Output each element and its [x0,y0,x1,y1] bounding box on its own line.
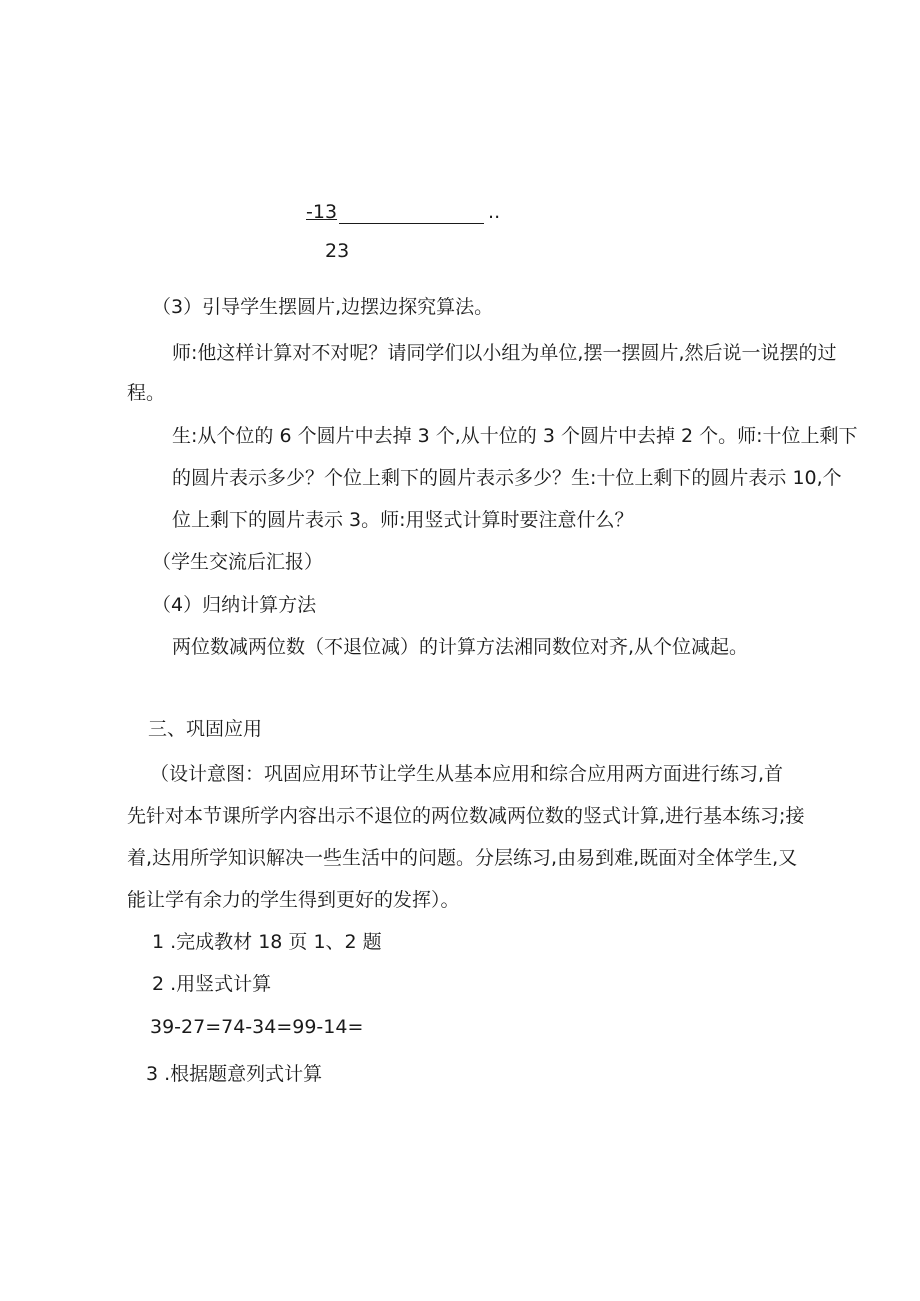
teacher-question-line1: 师:他这样计算对不对呢？请同学们以小组为单位,摆一摆圆片,然后说一说摆的过 [172,342,837,364]
design-intent-line4: 能让学有余力的学生得到更好的发挥）。 [127,889,460,911]
design-intent-line1: （设计意图：巩固应用环节让学生从基本应用和综合应用两方面进行练习,首 [150,763,784,785]
vertical-calc-subtrahend: -13 [306,201,338,223]
vertical-calc-subtrahend-row [306,200,500,224]
vertical-calc-rule [339,205,484,224]
exercise-item-2: 2 .用竖式计算 [152,973,272,995]
student-answer-line2: 的圆片表示多少？个位上剩下的圆片表示多少？生:十位上剩下的圆片表示 10,个 [172,467,842,489]
student-answer-line1: 生:从个位的 6 个圆片中去掉 3 个,从十位的 3 个圆片中去掉 2 个。师:十位上剩下 [172,425,858,447]
student-report: （学生交流后汇报） [152,551,324,573]
teacher-question-line2: 程。 [127,382,166,404]
vertical-calc-result: 23 [325,240,350,262]
exercise-item-3: 3 .根据题意列式计算 [146,1063,323,1085]
step4-method: 两位数减两位数（不退位减）的计算方法湘同数位对齐,从个位减起。 [172,636,749,658]
section3-heading: 三、巩固应用 [148,718,263,740]
design-intent-line2: 先针对本节课所学内容出示不退位的两位数减两位数的竖式计算,进行基本练习;接 [127,805,805,827]
vertical-calc-dots: .. [488,201,501,223]
step4-title: （4）归纳计算方法 [152,594,317,616]
exercise-expressions: 39-27=74-34=99-14= [150,1016,364,1038]
step3-title: （3）引导学生摆圆片,边摆边探究算法。 [152,296,494,318]
design-intent-line3: 着,达用所学知识解决一些生活中的问题。分层练习,由易到难,既面对全体学生,又 [127,847,798,869]
student-answer-line3: 位上剩下的圆片表示 3。师:用竖式计算时要注意什么？ [172,509,634,531]
exercise-item-1: 1 .完成教材 18 页 1、2 题 [152,931,382,953]
